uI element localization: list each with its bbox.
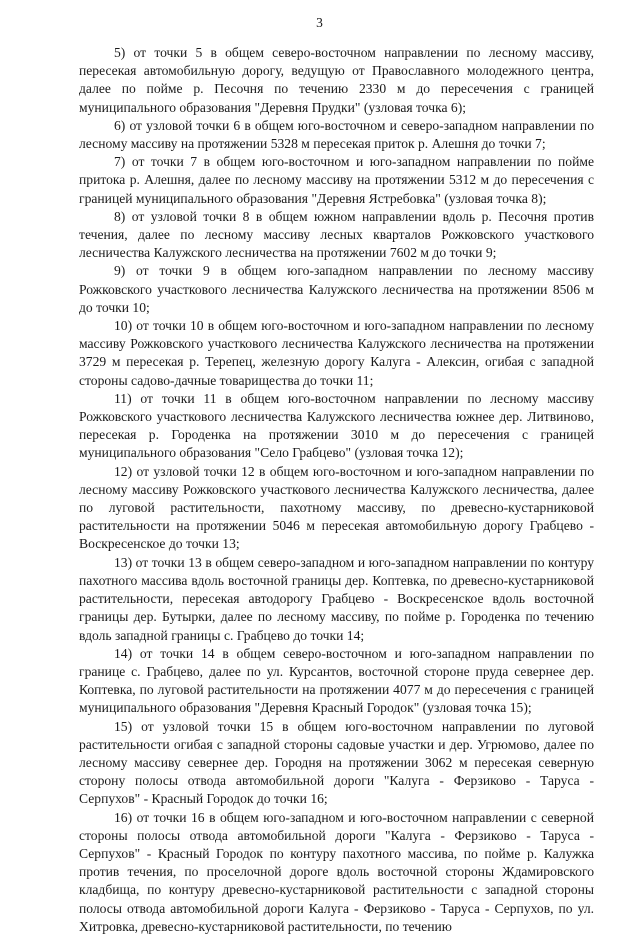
document-body: [79, 44, 594, 936]
paragraph-point-15: 15) от узловой точки 15 в общем юго-восточном направлении по луговой растительности огибая с западной стороны садовые участки и дер. Угрюмово, далее по лесному массиву севернее дер. Городня на протяжении 3062 м пересекая северную сторону полосы отвода автомобильной дороги "Калуга - Ферзиково - Таруса - Серпухов" - Красный Городок до точки 16;: [79, 718, 594, 807]
paragraph-point-10: 10) от точки 10 в общем юго-восточном и юго-западном направлении по лесному массиву Рожковского участкового лесничества Калужского лесничества на протяжении 3729 м пересекая р. Терепец, железную дорогу Калуга - Алексин, огибая с западной стороны садово-дачные товарищества до точки 11;: [79, 318, 594, 388]
paragraph-point-6: 6) от узловой точки 6 в общем юго-восточном и северо-западном направлении по лесному массиву на протяжении 5328 м пересекая приток р. Алешня до точки 7;: [79, 117, 594, 152]
paragraph-point-8: 8) от узловой точки 8 в общем южном направлении вдоль р. Песочня против течения, далее по лесному массиву лесных кварталов Рожковского участкового лесничества Калужского лесничества на протяжении 7602 м до точки 9;: [79, 208, 594, 261]
paragraph-point-12: 12) от узловой точки 12 в общем юго-восточном и юго-западном направлении по лесному массиву Рожковского участкового лесничества Калужского лесничества, далее по луговой растительности, пахотному массиву, по древесно-кустарниковой растительности на протяжении 5046 м пересекая автомобильную дорогу Грабцево - Воскресенское до точки 13;: [79, 463, 594, 552]
page-number: 3: [316, 15, 323, 30]
paragraph-point-11: 11) от точки 11 в общем юго-восточном направлении по лесному массиву Рожковского участкового лесничества Калужского лесничества южнее дер. Литвиново, пересекая р. Городенка на протяжении 3010 м до пересечения с границей муниципального образования "Село Грабцево" (узловая точка 12);: [79, 390, 594, 461]
paragraph-point-14: 14) от точки 14 в общем северо-восточном и юго-западном направлении по границе с. Грабцево, далее по ул. Курсантов, восточной стороне пруда севернее дер. Коптевка, по луговой растительности на протяжении 4077 м до пересечения с границей муниципального образования "Деревня Красный Городок" (узловая точка 15);: [79, 645, 594, 716]
paragraph-point-9: 9) от точки 9 в общем юго-западном направлении по лесному массиву Рожковского участкового лесничества Калужского лесничества на протяжении 8506 м до точки 10;: [79, 263, 594, 315]
paragraph-point-7: 7) от точки 7 в общем юго-восточном и юго-западном направлении по пойме притока р. Алешня, далее по лесному массиву на протяжении 5312 м до пересечения с границей муниципального образования "Деревня Ястребовка" (узловая точка 8);: [79, 154, 594, 206]
paragraph-point-13: 13) от точки 13 в общем северо-западном и юго-западном направлении по контуру пахотного массива вдоль восточной границы дер. Коптевка, по древесно-кустарниковой растительности, пересекая автодорогу Грабцево - Воскресенское вдоль восточной границы дер. Бутырки, далее по лесному массиву, по пойме р. Городенка по течению вдоль западной границы с. Грабцево до точки 14;: [79, 554, 594, 643]
paragraph-point-16: 16) от точки 16 в общем юго-западном и юго-восточном направлении с северной стороны полосы отвода автомобильной дороги "Калуга - Ферзиково - Таруса - Серпухов" - Красный Городок по контуру пахотного массива, по пойме р. Калужка против течения, по проселочной дороге вдоль восточной стороны Ждамировского кладбища, по контуру древесно-кустарниковой растительности с западной стороны полосы отвода автомобильной дороги Калуга - Ферзиково - Таруса - Серпухов, по ул. Хитровка, древесно-кустарниковой растительности, по течению: [79, 809, 594, 934]
paragraph-point-5: 5) от точки 5 в общем северо-восточном направлении по лесному массиву, пересекая автомобильную дорогу, ведущую от Православного молодежного центра, далее по пойме р. Песочня по течению 2330 м до пересечения с границей муниципального образования "Деревня Прудки" (узловая точка 6);: [79, 45, 594, 115]
